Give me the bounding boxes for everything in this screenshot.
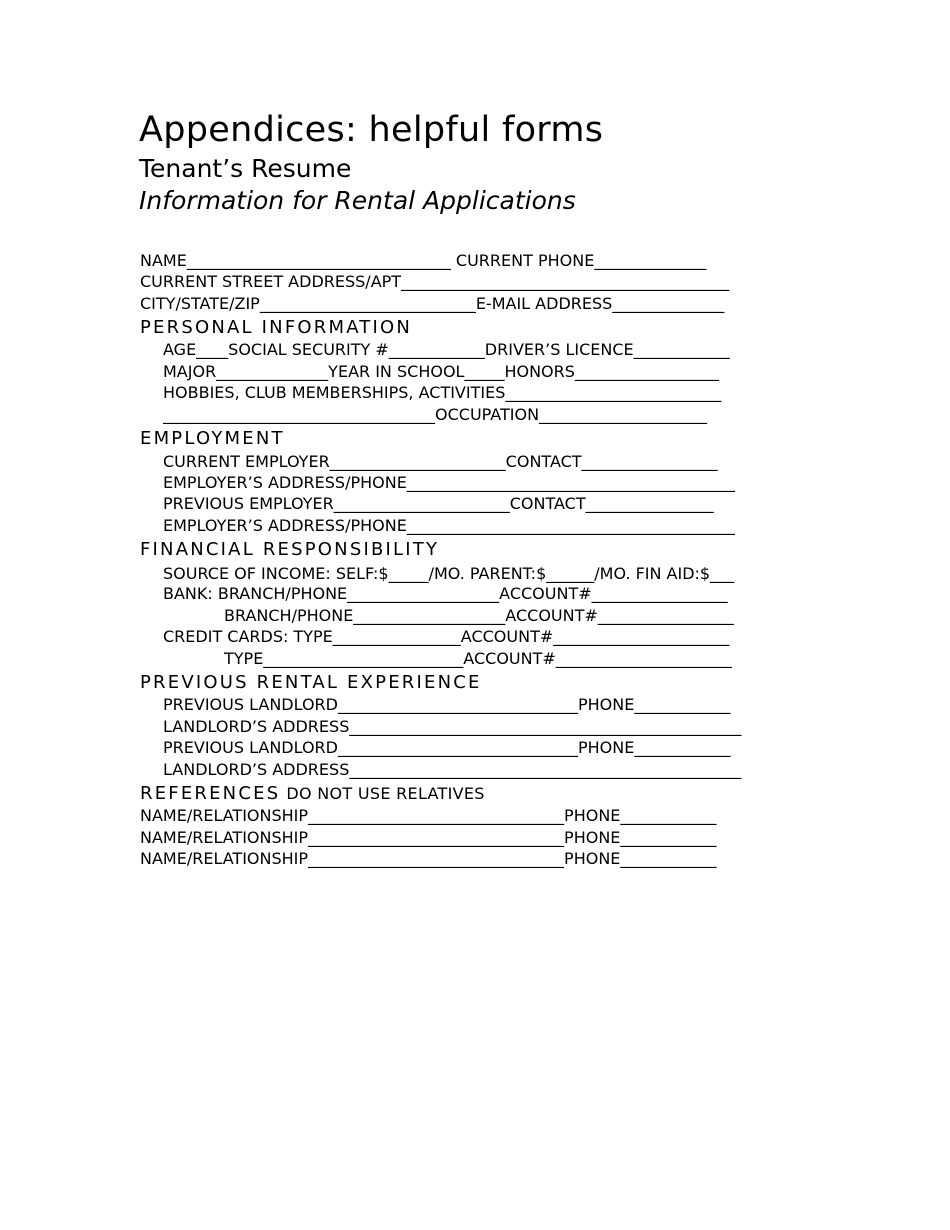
- current-employer-line[interactable]: CURRENT EMPLOYER______________________CONTACT_________________: [163, 452, 718, 471]
- previous-employer-line[interactable]: PREVIOUS EMPLOYER______________________CONTACT________________: [163, 494, 714, 513]
- credit-cards-line-2[interactable]: TYPE_________________________ACCOUNT#______________________: [224, 649, 732, 668]
- section-references-label: REFERENCES: [140, 783, 281, 804]
- references-note: DO NOT USE RELATIVES: [286, 784, 485, 803]
- previous-landlord-line-2[interactable]: PREVIOUS LANDLORD______________________________PHONE____________: [163, 738, 731, 757]
- street-address-line[interactable]: CURRENT STREET ADDRESS/APT_________________________________________: [140, 272, 730, 291]
- previous-landlord-line[interactable]: PREVIOUS LANDLORD______________________________PHONE____________: [163, 695, 731, 714]
- city-email-line[interactable]: CITY/STATE/ZIP___________________________E-MAIL ADDRESS______________: [140, 294, 725, 313]
- reference-line[interactable]: NAME/RELATIONSHIP________________________________PHONE____________: [140, 806, 717, 825]
- section-employment: EMPLOYMENT: [140, 428, 285, 449]
- landlord-address-line-2[interactable]: LANDLORD’S ADDRESS_________________________________________________: [163, 760, 742, 779]
- section-personal-information: PERSONAL INFORMATION: [140, 317, 413, 338]
- page-title: Appendices: helpful forms: [139, 110, 604, 150]
- reference-line[interactable]: NAME/RELATIONSHIP________________________________PHONE____________: [140, 849, 717, 868]
- bank-line-2[interactable]: BRANCH/PHONE___________________ACCOUNT#_________________: [224, 606, 734, 625]
- occupation-line[interactable]: __________________________________OCCUPATION_____________________: [163, 405, 708, 424]
- reference-line[interactable]: NAME/RELATIONSHIP________________________________PHONE____________: [140, 828, 717, 847]
- major-year-honors-line[interactable]: MAJOR______________YEAR IN SCHOOL_____HONORS__________________: [163, 362, 719, 381]
- section-financial-responsibility: FINANCIAL RESPONSIBILITY: [140, 539, 440, 560]
- form-subtitle: Information for Rental Applications: [139, 186, 576, 215]
- form-title: Tenant’s Resume: [139, 154, 352, 183]
- hobbies-line[interactable]: HOBBIES, CLUB MEMBERSHIPS, ACTIVITIES___________________________: [163, 383, 722, 402]
- section-previous-rental-experience: PREVIOUS RENTAL EXPERIENCE: [140, 672, 482, 693]
- previous-employer-address-line[interactable]: EMPLOYER’S ADDRESS/PHONE_________________________________________: [163, 516, 735, 535]
- name-phone-line[interactable]: NAME_________________________________ CURRENT PHONE______________: [140, 251, 707, 270]
- credit-cards-line[interactable]: CREDIT CARDS: TYPE________________ACCOUNT#______________________: [163, 627, 730, 646]
- income-source-line[interactable]: SOURCE OF INCOME: SELF:$_____/MO. PARENT:$______/MO. FIN AID:$___: [163, 564, 735, 583]
- employer-address-line[interactable]: EMPLOYER’S ADDRESS/PHONE_________________________________________: [163, 473, 735, 492]
- age-ssn-licence-line[interactable]: AGE____SOCIAL SECURITY #____________DRIVER’S LICENCE____________: [163, 340, 730, 359]
- bank-line[interactable]: BANK: BRANCH/PHONE___________________ACCOUNT#_________________: [163, 584, 728, 603]
- section-references: [140, 783, 485, 805]
- landlord-address-line[interactable]: LANDLORD’S ADDRESS_________________________________________________: [163, 717, 742, 736]
